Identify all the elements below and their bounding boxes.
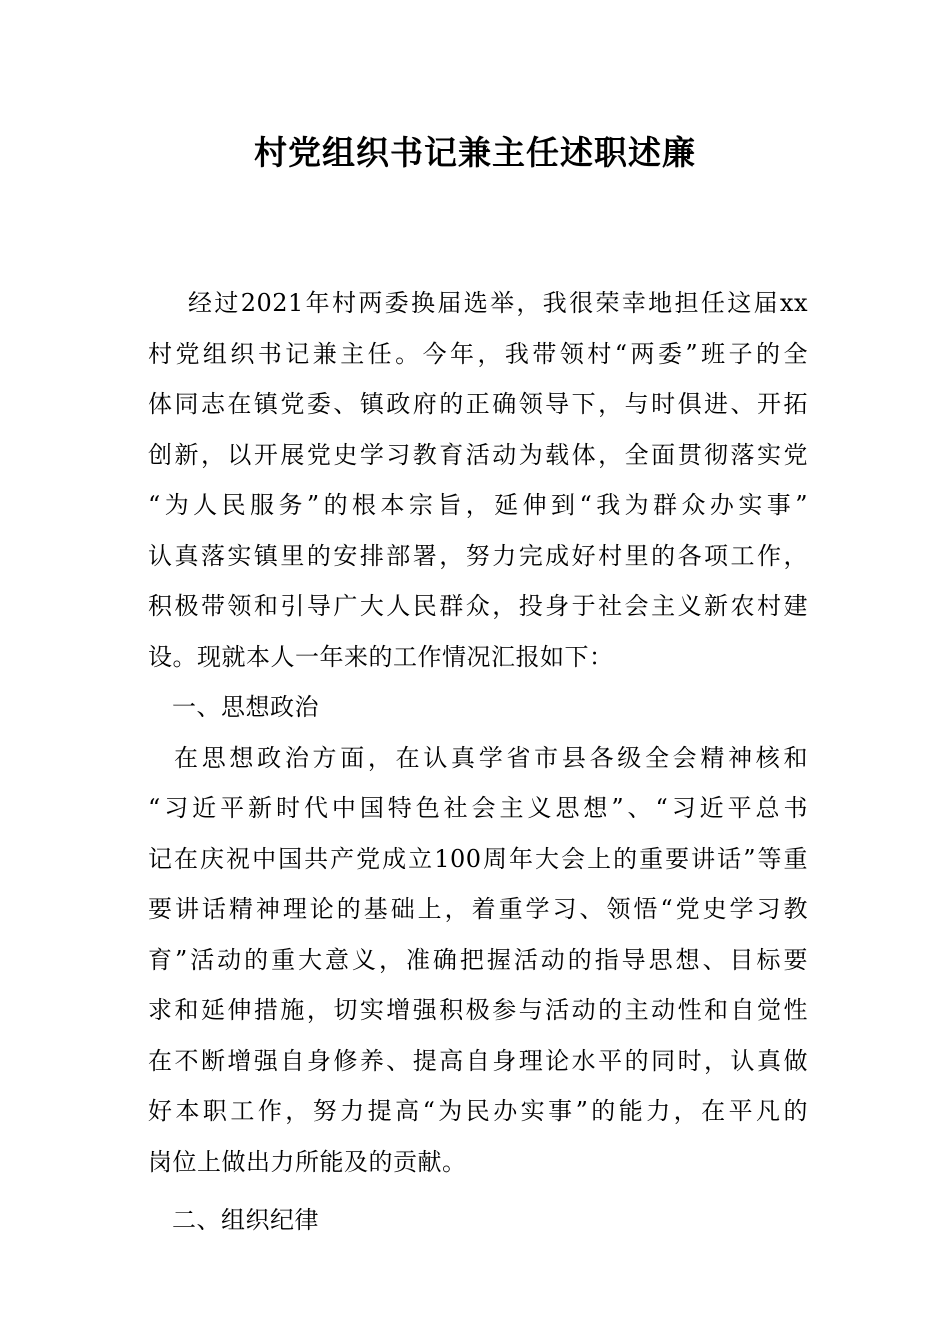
section1-paragraph: [148, 733, 808, 1188]
section-gap: [148, 1187, 808, 1195]
paragraph-line: 好本职工作，努力提高“为民办实事”的能力，在平凡的: [148, 1097, 808, 1125]
document-body: [148, 278, 808, 1246]
paragraph-line: 岗位上做出力所能及的贡献。: [148, 1147, 467, 1176]
section-heading-discipline: 二、组织纪律: [172, 1206, 319, 1234]
paragraph-line: “为人民服务”的根本宗旨，延伸到“我为群众办实事”: [148, 491, 808, 519]
section-heading-ideology: 一、思想政治: [172, 693, 319, 721]
paragraph-line: 求和延伸措施，切实增强积极参与活动的主动性和自觉性: [148, 996, 808, 1024]
paragraph-line: 认真落实镇里的安排部署，努力完成好村里的各项工作，: [148, 541, 808, 570]
paragraph-line: 经过2021年村两委换届选举，我很荣幸地担任这届xx: [188, 289, 808, 317]
paragraph-line: 积极带领和引导广大人民群众，投身于社会主义新农村建: [148, 592, 808, 620]
paragraph-line: 村党组织书记兼主任。今年，我带领村“两委”班子的全: [148, 339, 808, 368]
document-title: 村党组织书记兼主任述职述廉: [254, 133, 696, 172]
paragraph-line: 体同志在镇党委、镇政府的正确领导下，与时俱进、开拓: [148, 390, 808, 418]
paragraph-line: “习近平新时代中国特色社会主义思想”、“习近平总书: [148, 794, 808, 822]
paragraph-line: 在思想政治方面，在认真学省市县各级全会精神核和: [174, 743, 808, 772]
paragraph-line: 育”活动的重大意义，准确把握活动的指导思想、目标要: [148, 945, 808, 974]
paragraph-line: 设。现就本人一年来的工作情况汇报如下：: [148, 642, 614, 671]
paragraph-line: 要讲话精神理论的基础上，着重学习、领悟“党史学习教: [148, 895, 808, 923]
paragraph-line: 在不断增强自身修养、提高自身理论水平的同时，认真做: [148, 1046, 808, 1075]
intro-paragraph: [148, 278, 808, 682]
paragraph-line: 创新，以开展党史学习教育活动为载体，全面贯彻落实党: [148, 440, 808, 469]
paragraph-line: 记在庆祝中国共产党成立100周年大会上的重要讲话”等重: [148, 844, 808, 873]
